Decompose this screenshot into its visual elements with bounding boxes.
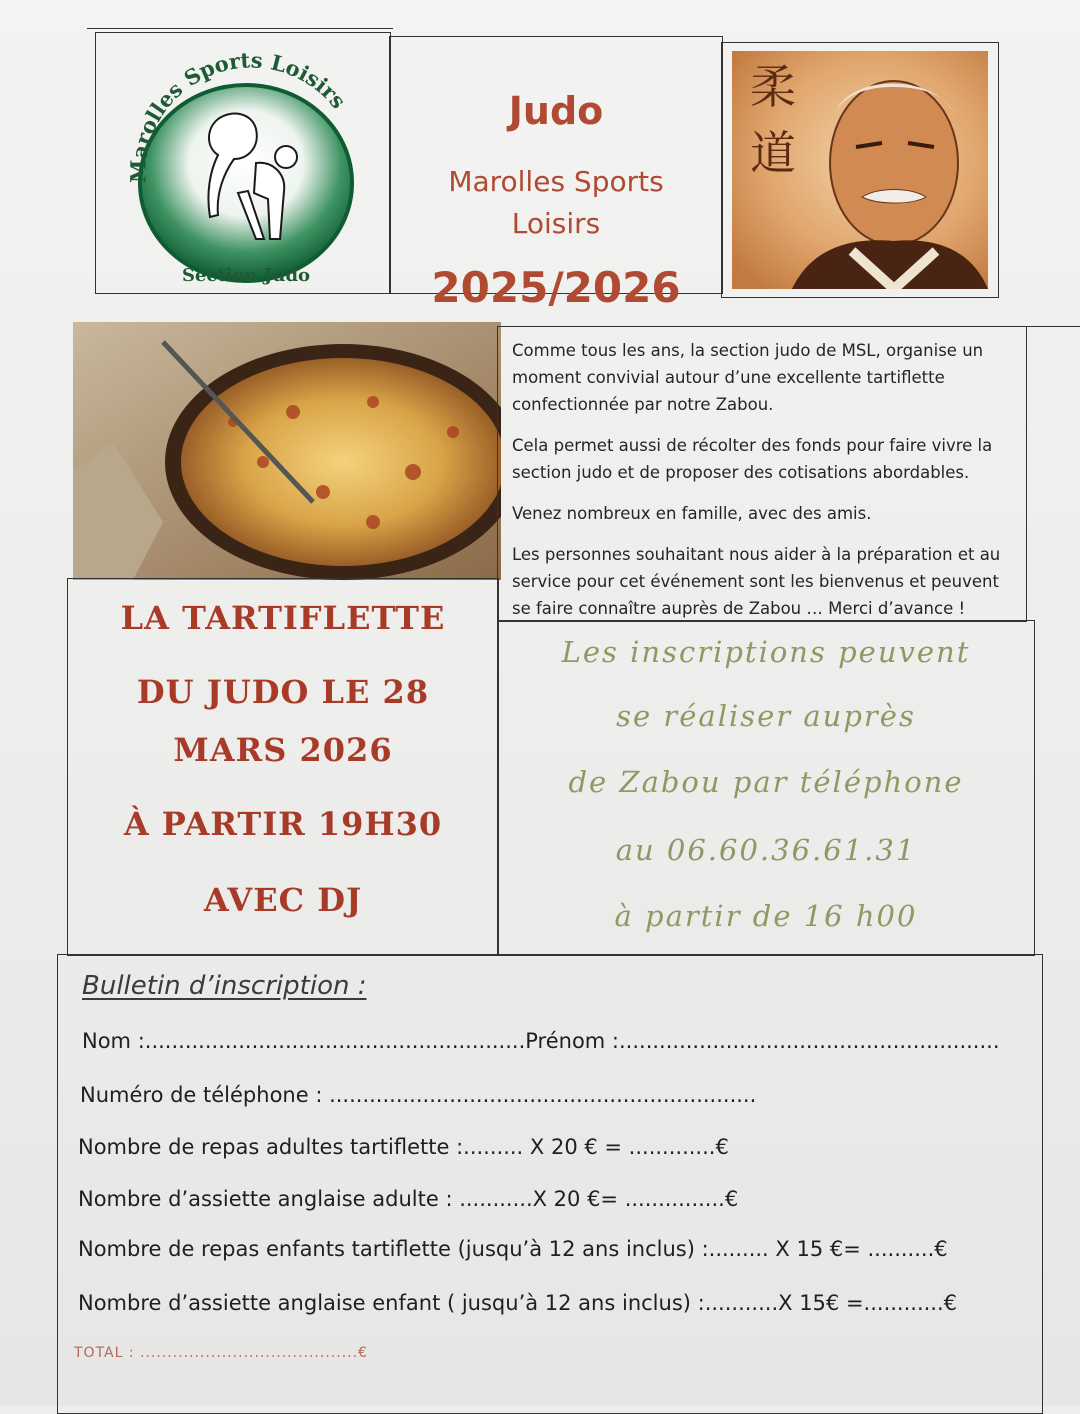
form-row-adult-tartiflette: Nombre de repas adultes tartiflette :......... X 20 € = .............€ bbox=[78, 1135, 729, 1159]
registration-line: de Zabou par téléphone bbox=[568, 765, 964, 799]
form-row-child-tartiflette: Nombre de repas enfants tartiflette (jusqu’à 12 ans inclus) :......... X 15 €= ..........€ bbox=[78, 1237, 948, 1261]
event-announcement bbox=[67, 578, 499, 956]
registration-line: Les inscriptions peuvent bbox=[561, 635, 971, 669]
form-title: Bulletin d’inscription : bbox=[82, 971, 367, 1001]
description-paragraph: Cela permet aussi de récolter des fonds pour faire vivre la section judo et de proposer des cotisations abordables. bbox=[512, 436, 993, 482]
event-date-line1: DU JUDO LE 28 bbox=[136, 673, 430, 711]
tartiflette-image bbox=[73, 322, 501, 580]
kanji-ju: 柔 bbox=[750, 60, 796, 114]
registration-line: se réaliser auprès bbox=[616, 699, 916, 733]
header-title: Judo bbox=[508, 89, 604, 133]
form-row-adult-plate: Nombre d’assiette anglaise adulte : ...........X 20 €= ...............€ bbox=[78, 1187, 739, 1211]
form-row-phone: Numéro de téléphone : ................................................................ bbox=[80, 1083, 757, 1107]
event-description bbox=[497, 326, 1027, 622]
logo-arc-text: Marolles Sports Loisirs bbox=[125, 47, 352, 184]
portrait-box bbox=[721, 42, 999, 298]
registration-phone: au 06.60.36.61.31 bbox=[615, 833, 917, 867]
registration-info bbox=[497, 620, 1035, 956]
tartiflette-photo bbox=[73, 322, 501, 580]
description-paragraph: Les personnes souhaitant nous aider à la préparation et au service pour cet événement sont les bienvenus et peuvent se faire connaître auprès de Zabou … Merci d’avance ! bbox=[512, 545, 1001, 618]
kanji-do: 道 bbox=[750, 126, 796, 180]
description-paragraph: Comme tous les ans, la section judo de MSL, organise un moment convivial autour d’une excellente tartiflette confectionnée par notre Zabou. bbox=[512, 341, 984, 414]
season-label: 2025/2026 bbox=[431, 263, 681, 312]
event-title: LA TARTIFLETTE bbox=[120, 599, 446, 637]
form-row-child-plate: Nombre d’assiette anglaise enfant ( jusqu’à 12 ans inclus) :...........X 15€ =............€ bbox=[78, 1291, 958, 1315]
registration-line: à partir de 16 h00 bbox=[614, 899, 918, 933]
header-club-name bbox=[390, 161, 722, 245]
header-top-rule bbox=[87, 28, 393, 29]
form-total: TOTAL : ........................................€ bbox=[74, 1345, 368, 1361]
header-title-box bbox=[389, 36, 723, 312]
club-name-line2: Loisirs bbox=[511, 207, 601, 240]
club-logo bbox=[106, 43, 382, 287]
jigoro-kano-portrait bbox=[732, 51, 988, 289]
club-logo-box bbox=[95, 32, 391, 294]
event-dj: AVEC DJ bbox=[203, 881, 363, 919]
event-date-line2: MARS 2026 bbox=[173, 731, 393, 769]
event-time: À PARTIR 19H30 bbox=[123, 805, 443, 843]
logo-bottom-text: Section Judo bbox=[181, 265, 311, 286]
registration-form bbox=[57, 954, 1043, 1414]
form-row-name: Nom :.........................................................Prénom :......................................................... bbox=[82, 1029, 1000, 1053]
description-paragraph: Venez nombreux en famille, avec des amis. bbox=[512, 504, 872, 523]
club-name-line1: Marolles Sports bbox=[448, 165, 664, 198]
